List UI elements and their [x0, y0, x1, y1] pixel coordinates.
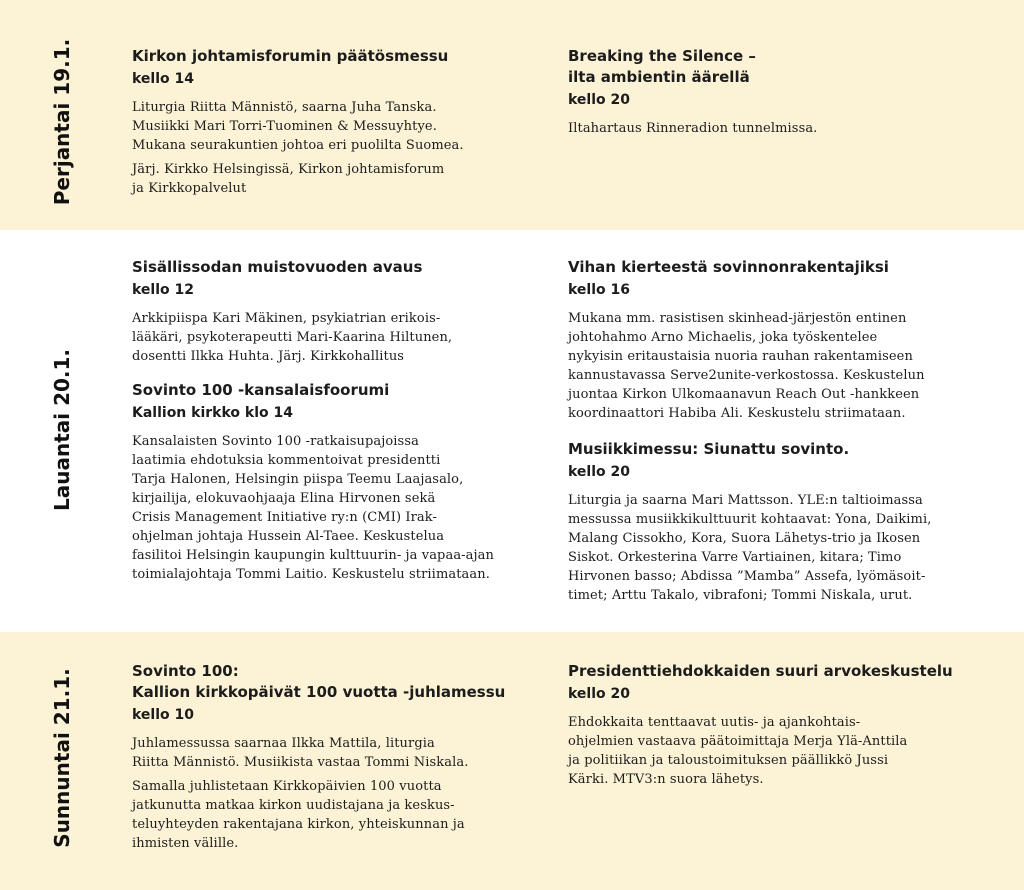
event-description: Liturgia Riitta Männistö, saarna Juha Tanska. Musiikki Mari Torri-Tuominen & Messuyhtye. Mukana seurakuntien johtoa eri puolilta Suomea. [132, 100, 464, 153]
event-time: kello 20 [568, 464, 631, 480]
event-time: kello 20 [568, 686, 631, 702]
event-time: Kallion kirkko klo 14 [132, 405, 293, 421]
event-presidenttiehdokkaiden-keskustelu [568, 661, 978, 794]
event-time: kello 10 [132, 707, 195, 723]
event-title: Musiikkimessu: Siunattu sovinto. [568, 440, 850, 458]
event-kirkon-johtamisforum [132, 46, 532, 203]
event-organizer: Järj. Kirkko Helsingissä, Kirkon johtamisforum ja Kirkkopalvelut [132, 162, 445, 196]
event-title: Presidenttiehdokkaiden suuri arvokeskustelu [568, 662, 953, 680]
event-time: kello 20 [568, 92, 631, 108]
event-title: Sovinto 100: Kallion kirkkopäivät 100 vuotta -juhlamessu [132, 662, 506, 701]
event-title: Kirkon johtamisforumin päätösmessu [132, 47, 449, 65]
day-label-friday: Perjantai 19.1. [50, 38, 74, 206]
day-label-saturday: Lauantai 20.1. [50, 348, 74, 512]
day-section-sunday [0, 632, 1024, 890]
event-kallion-kirkkopaivat-juhlamessu [132, 661, 532, 858]
event-sisallissodan-muistovuosi [132, 257, 532, 371]
day-section-friday [0, 0, 1024, 230]
event-time: kello 16 [568, 282, 631, 298]
event-description: Ehdokkaita tenttaavat uutis- ja ajankohtais- ohjelmien vastaava päätoimittaja Merja Ylä-Anttila ja politiikan ja taloustoimituksen päällikkö Jussi Kärki. MTV3:n suora lähetys. [568, 715, 908, 787]
event-musiikkimessu [568, 439, 978, 610]
event-title: Sisällissodan muistovuoden avaus [132, 258, 423, 276]
event-description: Juhlamessussa saarnaa Ilkka Mattila, liturgia Riitta Männistö. Musiikista vastaa Tommi Niskala. [132, 736, 469, 770]
event-time: kello 12 [132, 282, 195, 298]
event-sovinto-100-kansalaisfoorumi [132, 380, 532, 589]
event-description-2: Samalla juhlistetaan Kirkkopäivien 100 vuotta jatkunutta matkaa kirkon uudistajana ja keskus- teluyhteyden rakentajana kirkon, yhteiskunnan ja ihmisten välille. [132, 779, 465, 851]
day-section-saturday [0, 230, 1024, 632]
event-breaking-the-silence [568, 46, 978, 143]
event-description: Mukana mm. rasistisen skinhead-järjestön entinen johtohahmo Arno Michaelis, joka työskentelee nykyisin eritaustaisia nuoria rauhan rakentamiseen kannustavassa Serve2unite-verkostossa. Keskustelun juontaa Kirkon Ulkomaanavun Reach Out -hankkeen koordinaattori Habiba Ali. Keskustelu striimataan. [568, 311, 925, 421]
event-description: Kansalaisten Sovinto 100 -ratkaisupajoissa laatimia ehdotuksia kommentoivat presidentti Tarja Halonen, Helsingin piispa Teemu Laajasalo, kirjailija, elokuvaohjaaja Elina Hirvonen sekä Crisis Management Initiative ry:n (CMI) Irak- ohjelman johtaja Hussein Al-Taee. Keskustelua fasilitoi Helsingin kaupungin kulttuurin- ja vapaa-ajan toimialajohtaja Tommi Laitio. Keskustelu striimataan. [132, 434, 494, 582]
event-time: kello 14 [132, 71, 195, 87]
event-title: Breaking the Silence – ilta ambientin äärellä [568, 47, 756, 86]
day-label-sunday: Sunnuntai 21.1. [50, 668, 74, 848]
event-description: Arkkipiispa Kari Mäkinen, psykiatrian erikois- lääkäri, psykoterapeutti Mari-Kaarina Hiltunen, dosentti Ilkka Huhta. Järj. Kirkkohallitus [132, 311, 453, 364]
event-title: Vihan kierteestä sovinnonrakentajiksi [568, 258, 889, 276]
event-description: Iltahartaus Rinneradion tunnelmissa. [568, 121, 818, 136]
event-title: Sovinto 100 -kansalaisfoorumi [132, 381, 390, 399]
event-description: Liturgia ja saarna Mari Mattsson. YLE:n taltioimassa messussa musiikkikulttuurit kohtaavat: Yona, Daikimi, Malang Cissokho, Kora, Suora Lähetys-trio ja Ikosen Siskot. Orkesterina Varre Vartiainen, kitara; Timo Hirvonen basso; Abdissa ”Mamba” Assefa, lyömäsoit- timet; Arttu Takalo, vibrafoni; Tommi Niskala, urut. [568, 493, 932, 603]
event-vihan-kierteesta [568, 257, 978, 428]
